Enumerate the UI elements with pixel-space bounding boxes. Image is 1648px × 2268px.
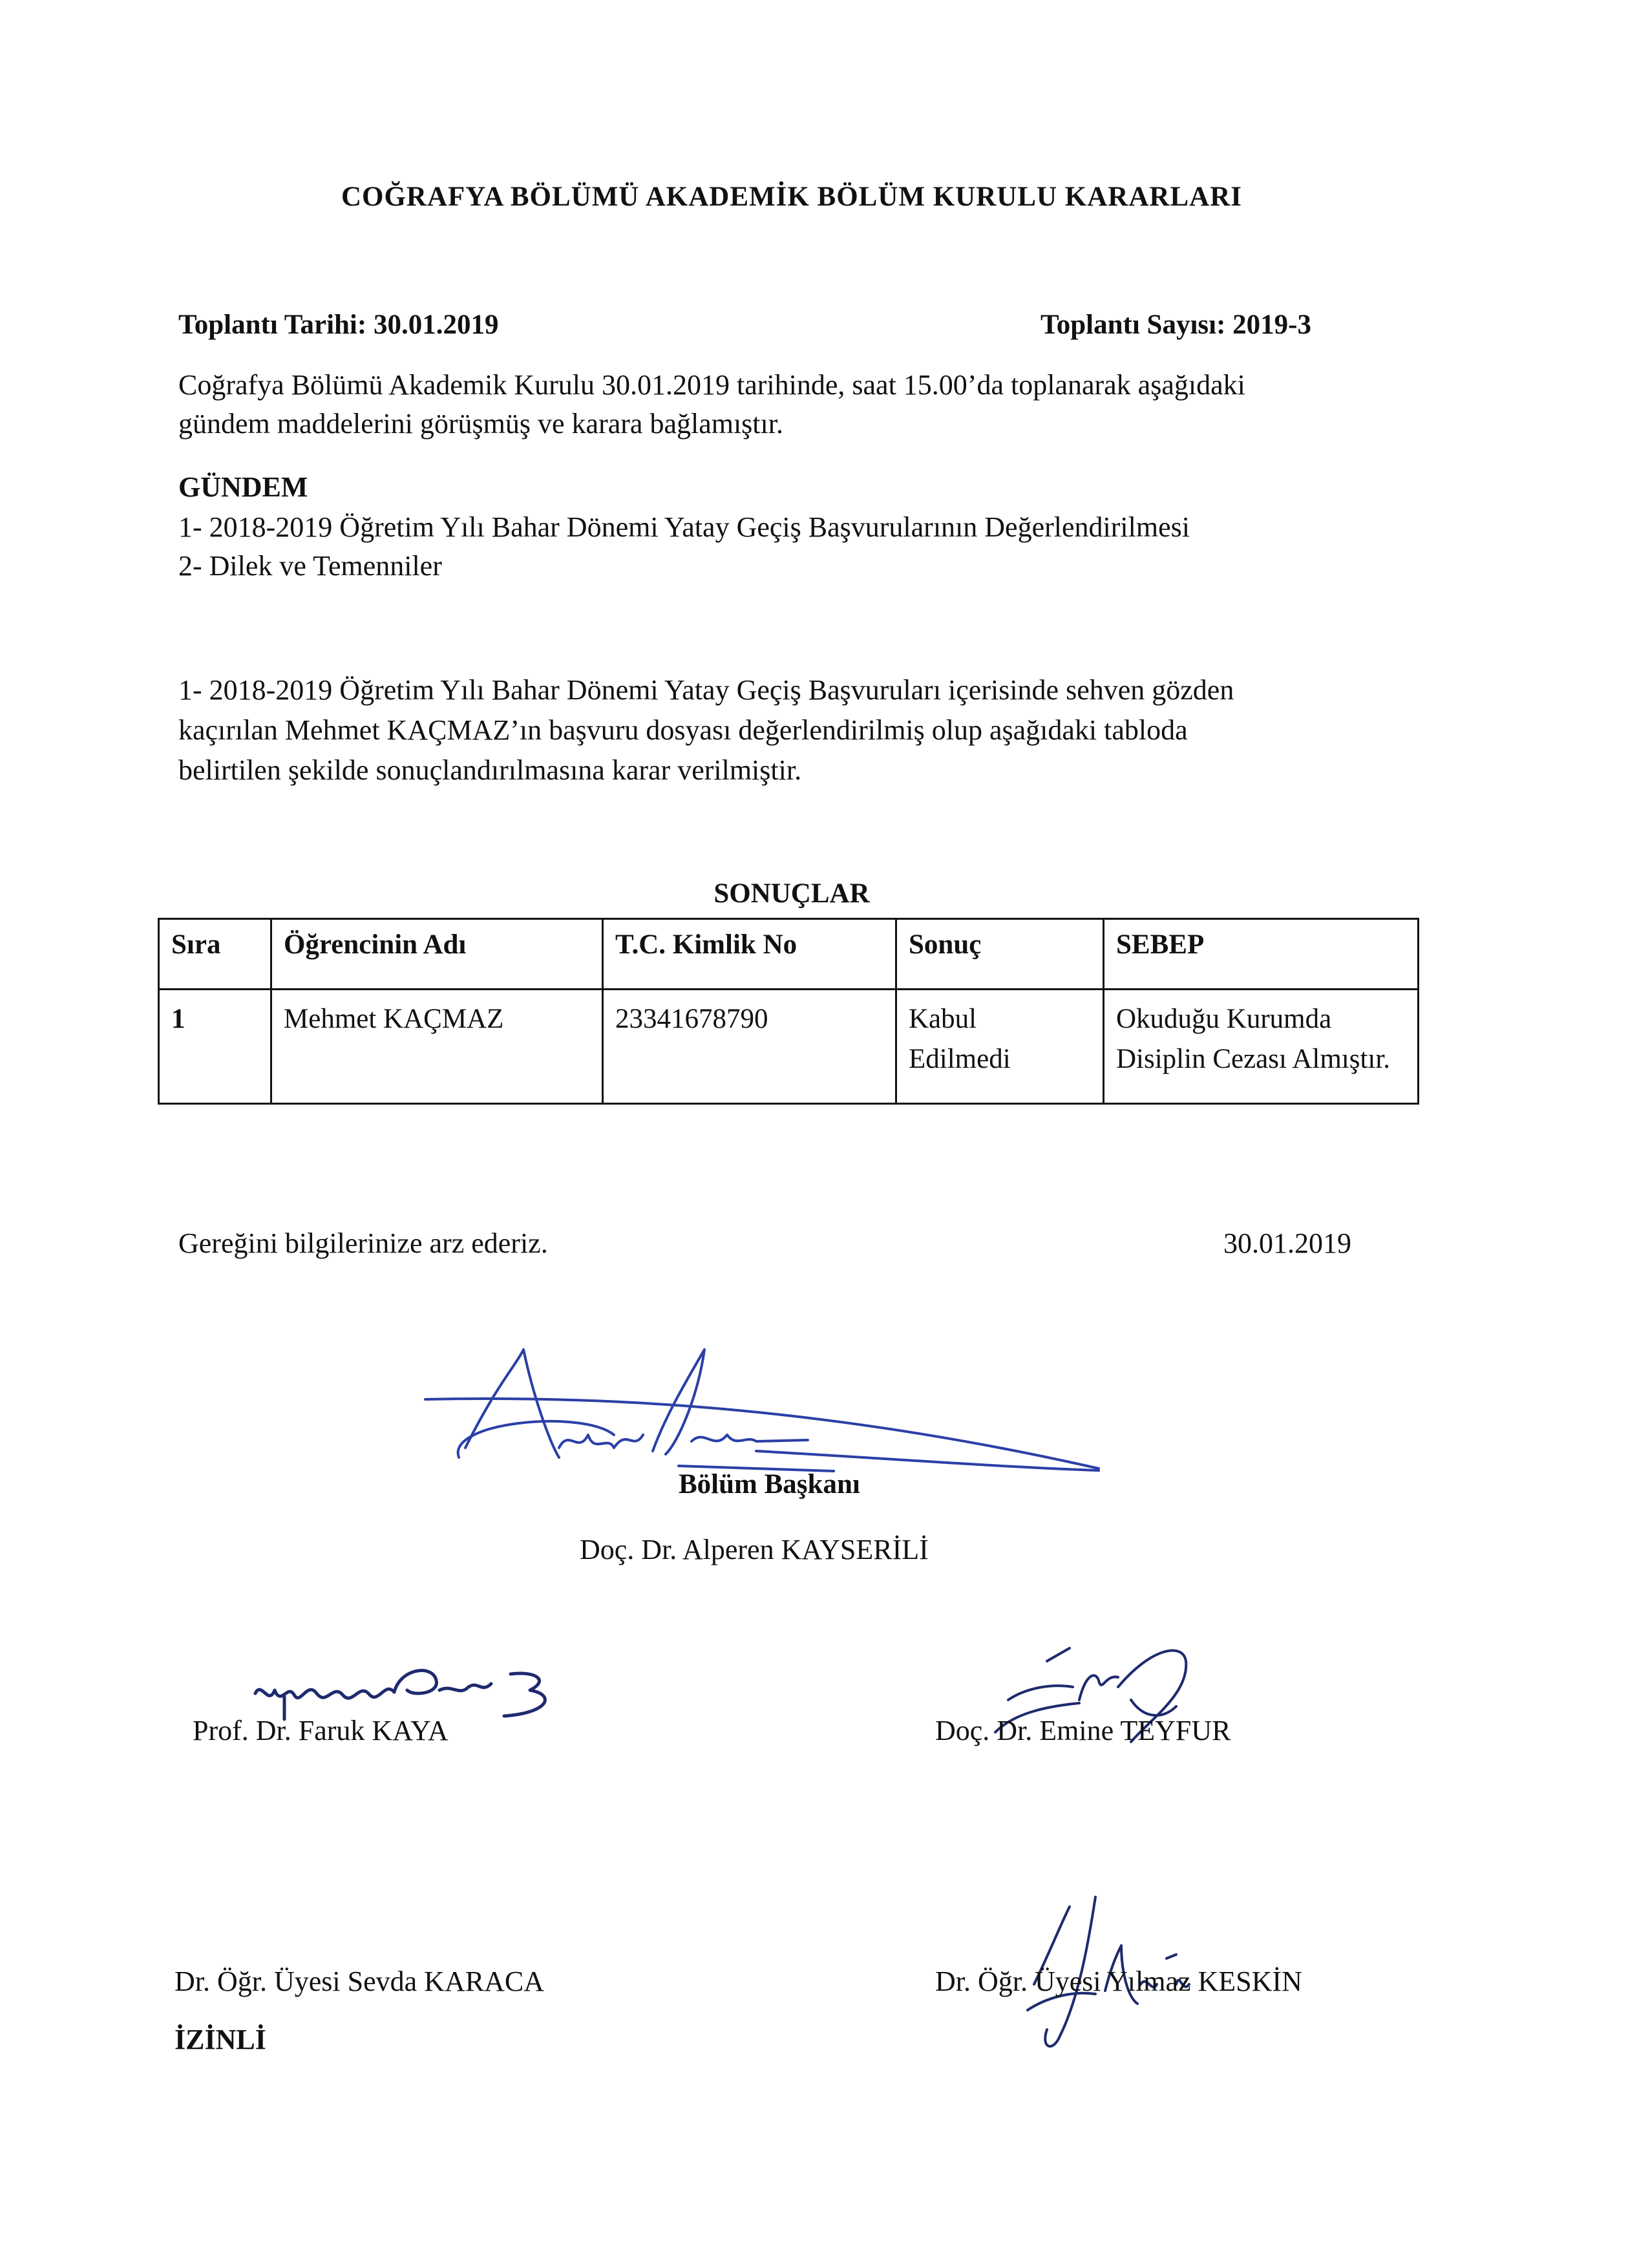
intro-line-2: gündem maddelerini görüşmüş ve karara bağlamıştır. [178,408,783,440]
member4-name: Dr. Öğr. Üyesi Yılmaz KESKİN [935,1966,1302,1997]
meeting-date: Toplantı Tarihi: 30.01.2019 [178,310,499,340]
agenda-item-1: 1- 2018-2019 Öğretim Yılı Bahar Dönemi Yatay Geçiş Başvurularının Değerlendirilmesi [178,511,1190,543]
closing-text: Gereğini bilgilerinize arz ederiz. [178,1227,548,1259]
cell-student-name: Mehmet KAÇMAZ [271,990,603,1104]
table-row [159,990,1419,1104]
cell-result [896,990,1104,1104]
cell-tc-no: 23341678790 [603,990,896,1104]
cell-reason-line-1: Okuduğu Kurumda [1116,1004,1332,1034]
decision-line-3: belirtilen şekilde sonuçlandırılmasına karar verilmiştir. [178,754,802,786]
results-caption: SONUÇLAR [713,878,870,909]
results-table [158,918,1419,1105]
chair-title: Bölüm Başkanı [679,1469,860,1500]
header-reason: SEBEP [1104,919,1419,990]
cell-reason [1104,990,1419,1104]
closing-date: 30.01.2019 [1223,1227,1351,1259]
results-header-row [159,919,1419,990]
cell-reason-line-2: Disiplin Cezası Almıştır. [1116,1044,1391,1074]
member1-name: Prof. Dr. Faruk KAYA [193,1715,449,1746]
chair-name: Doç. Dr. Alperen KAYSERİLİ [580,1534,929,1565]
chair-signature [420,1344,1105,1487]
member2-name: Doç. Dr. Emine TEYFUR [935,1715,1231,1746]
intro-line-1: Coğrafya Bölümü Akademik Kurulu 30.01.2019 tarihinde, saat 15.00’da toplanarak aşağıdaki [178,369,1245,401]
member3-status: İZİNLİ [174,2024,266,2055]
member3-name: Dr. Öğr. Üyesi Sevda KARACA [174,1966,544,1997]
header-sira: Sıra [159,919,271,990]
agenda-heading: GÜNDEM [178,471,308,503]
header-tc-no: T.C. Kimlik No [603,919,896,990]
decision-line-1: 1- 2018-2019 Öğretim Yılı Bahar Dönemi Yatay Geçiş Başvuruları içerisinde sehven gözden [178,674,1234,706]
header-result: Sonuç [896,919,1104,990]
cell-result-line-2: Edilmedi [909,1044,1011,1074]
cell-result-line-1: Kabul [909,1004,977,1034]
cell-sira: 1 [159,990,271,1104]
document-title: COĞRAFYA BÖLÜMÜ AKADEMİK BÖLÜM KURULU KARARLARI [341,182,1242,212]
agenda-item-2: 2- Dilek ve Temenniler [178,550,442,582]
header-student-name: Öğrencinin Adı [271,919,603,990]
meeting-number: Toplantı Sayısı: 2019-3 [1041,310,1311,340]
decision-line-2: kaçırılan Mehmet KAÇMAZ’ın başvuru dosyası değerlendirilmiş olup aşağıdaki tabloda [178,714,1188,746]
